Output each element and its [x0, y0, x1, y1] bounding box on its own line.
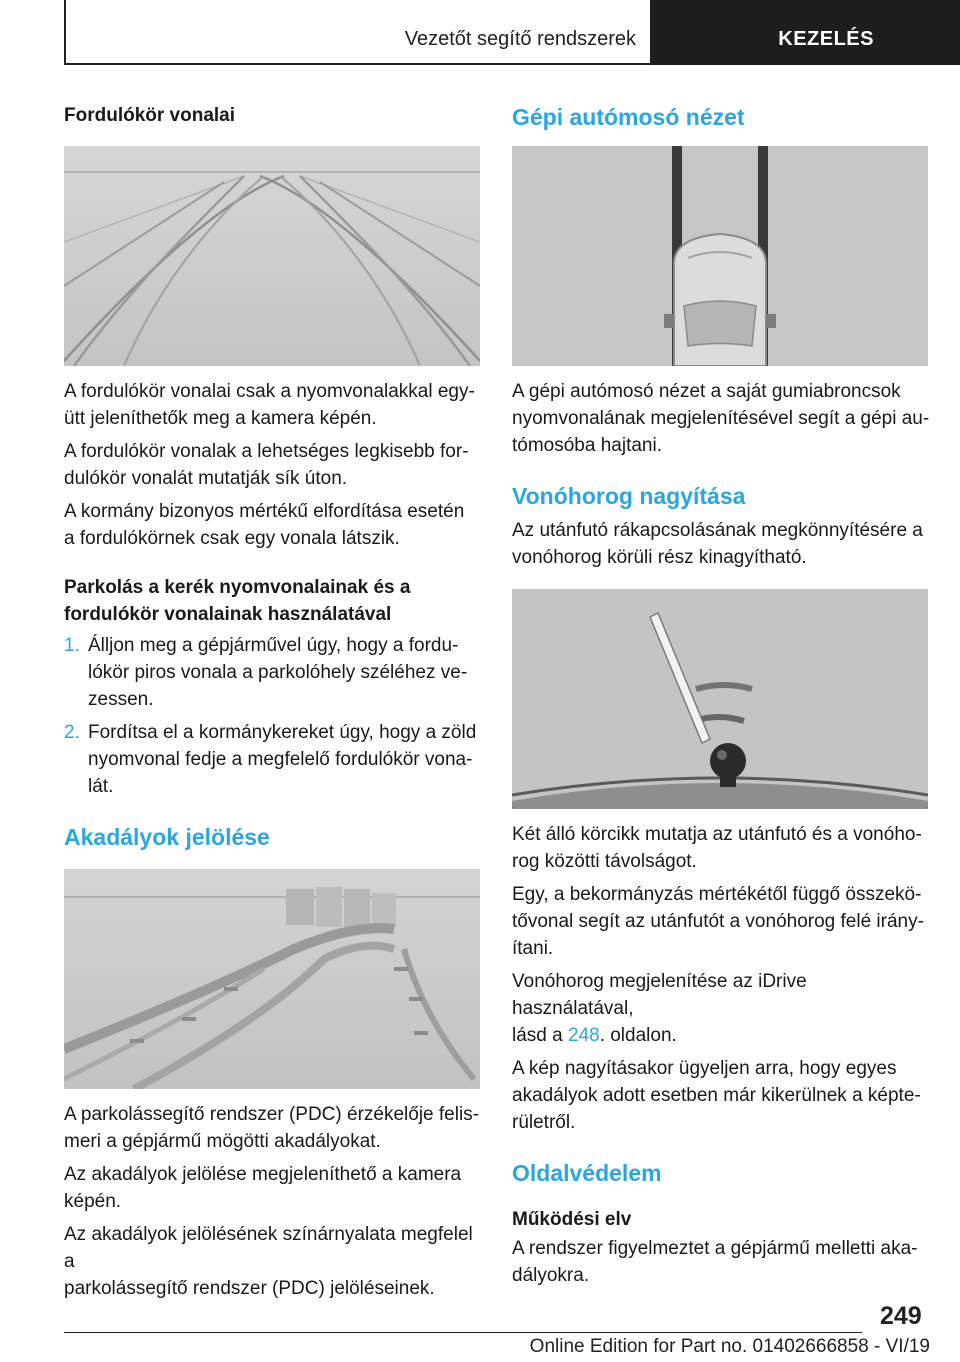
paragraph: A kép nagyításakor ügyeljen arra, hogy egyes akadályok adott esetben már kikerülnek a képte- rületről.: [512, 1058, 921, 1133]
page-number: 249: [880, 1302, 922, 1330]
heading-tow-hitch: Vonóhorog nagyítása: [512, 483, 746, 509]
obstacle-marking-figure: [64, 869, 480, 1089]
paragraph: Két álló körcikk mutatja az utánfutó és a vonóho- rog közötti távolságot.: [512, 824, 922, 872]
list-item: [64, 719, 482, 800]
list-item: [64, 632, 482, 713]
list-text: Álljon meg a gépjárművel úgy, hogy a fordu- lókör piros vonala a parkolóhely széléhez ve- zessen.: [88, 635, 468, 710]
footer-rule: [64, 1332, 862, 1333]
page-reference-link[interactable]: 248: [567, 1025, 600, 1046]
heading-obstacles: Akadályok jelölése: [64, 824, 270, 850]
left-column: [64, 102, 482, 1302]
paragraph: A fordulókör vonalak a lehetséges legkisebb for- dulókör vonalát mutatják sík úton.: [64, 441, 469, 489]
chapter-tab[interactable]: [650, 0, 960, 65]
header-rule-left: [64, 0, 66, 65]
chapter-tab-label: KEZELÉS: [778, 28, 874, 50]
footer-edition: Online Edition for Part no. 01402666858 - VI/19: [529, 1336, 930, 1357]
section-title: Vezetőt segítő rendszerek: [404, 28, 636, 50]
paragraph: A fordulókör vonalai csak a nyomvonalakkal egy- ütt jeleníthetők meg a kamera képén.: [64, 381, 475, 429]
list-text: Fordítsa el a kormánykereket úgy, hogy a zöld nyomvonal fedje a megfelelő fordulókör vona- lát.: [88, 722, 477, 797]
paragraph-with-link: [512, 968, 930, 1049]
heading-car-wash: Gépi autómosó nézet: [512, 104, 745, 130]
heading-parking: Parkolás a kerék nyomvonalainak és a fordulókör vonalainak használatával: [64, 577, 411, 625]
list-number: 2.: [64, 722, 80, 743]
paragraph: A parkolássegítő rendszer (PDC) érzékelője felis- meri a gépjármű mögötti akadályokat.: [64, 1104, 480, 1152]
paragraph: A gépi autómosó nézet a saját gumiabroncsok nyomvonalának megjelenítésével segít a gépi au- tómosóba hajtani.: [512, 381, 930, 456]
paragraph: Az akadályok jelölése megjeleníthető a kamera képén.: [64, 1164, 462, 1212]
list-number: 1.: [64, 635, 80, 656]
tow-hitch-zoom-figure: [512, 589, 928, 809]
paragraph-text: . oldalon.: [599, 1025, 677, 1046]
heading-function: Működési elv: [512, 1209, 632, 1230]
paragraph: A kormány bizonyos mértékű elfordítása esetén a fordulókörnek csak egy vonala látszik.: [64, 501, 465, 549]
paragraph: Az utánfutó rákapcsolásának megkönnyítésére a vonóhorog körüli rész kinagyítható.: [512, 520, 923, 568]
turning-circle-lines-figure: [64, 146, 480, 366]
header-rule-bottom: [64, 63, 650, 65]
paragraph: A rendszer figyelmeztet a gépjármű melletti aka- dályokra.: [512, 1238, 918, 1286]
heading-turning-circle: Fordulókör vonalai: [64, 105, 236, 126]
paragraph: Egy, a bekormányzás mértékétől függő összekö- tővonal segít az utánfutót a vonóhorog felé irány- ítani.: [512, 884, 924, 959]
paragraph-text: Vonóhorog megjelenítése az iDrive használatával, lásd a: [512, 971, 807, 1046]
car-wash-view-figure: [512, 146, 928, 366]
paragraph: Az akadályok jelölésének színárnyalata megfelel a parkolássegítő rendszer (PDC) jelöléseinek.: [64, 1224, 473, 1299]
right-column: [512, 102, 930, 1289]
heading-side-protection: Oldalvédelem: [512, 1160, 662, 1186]
